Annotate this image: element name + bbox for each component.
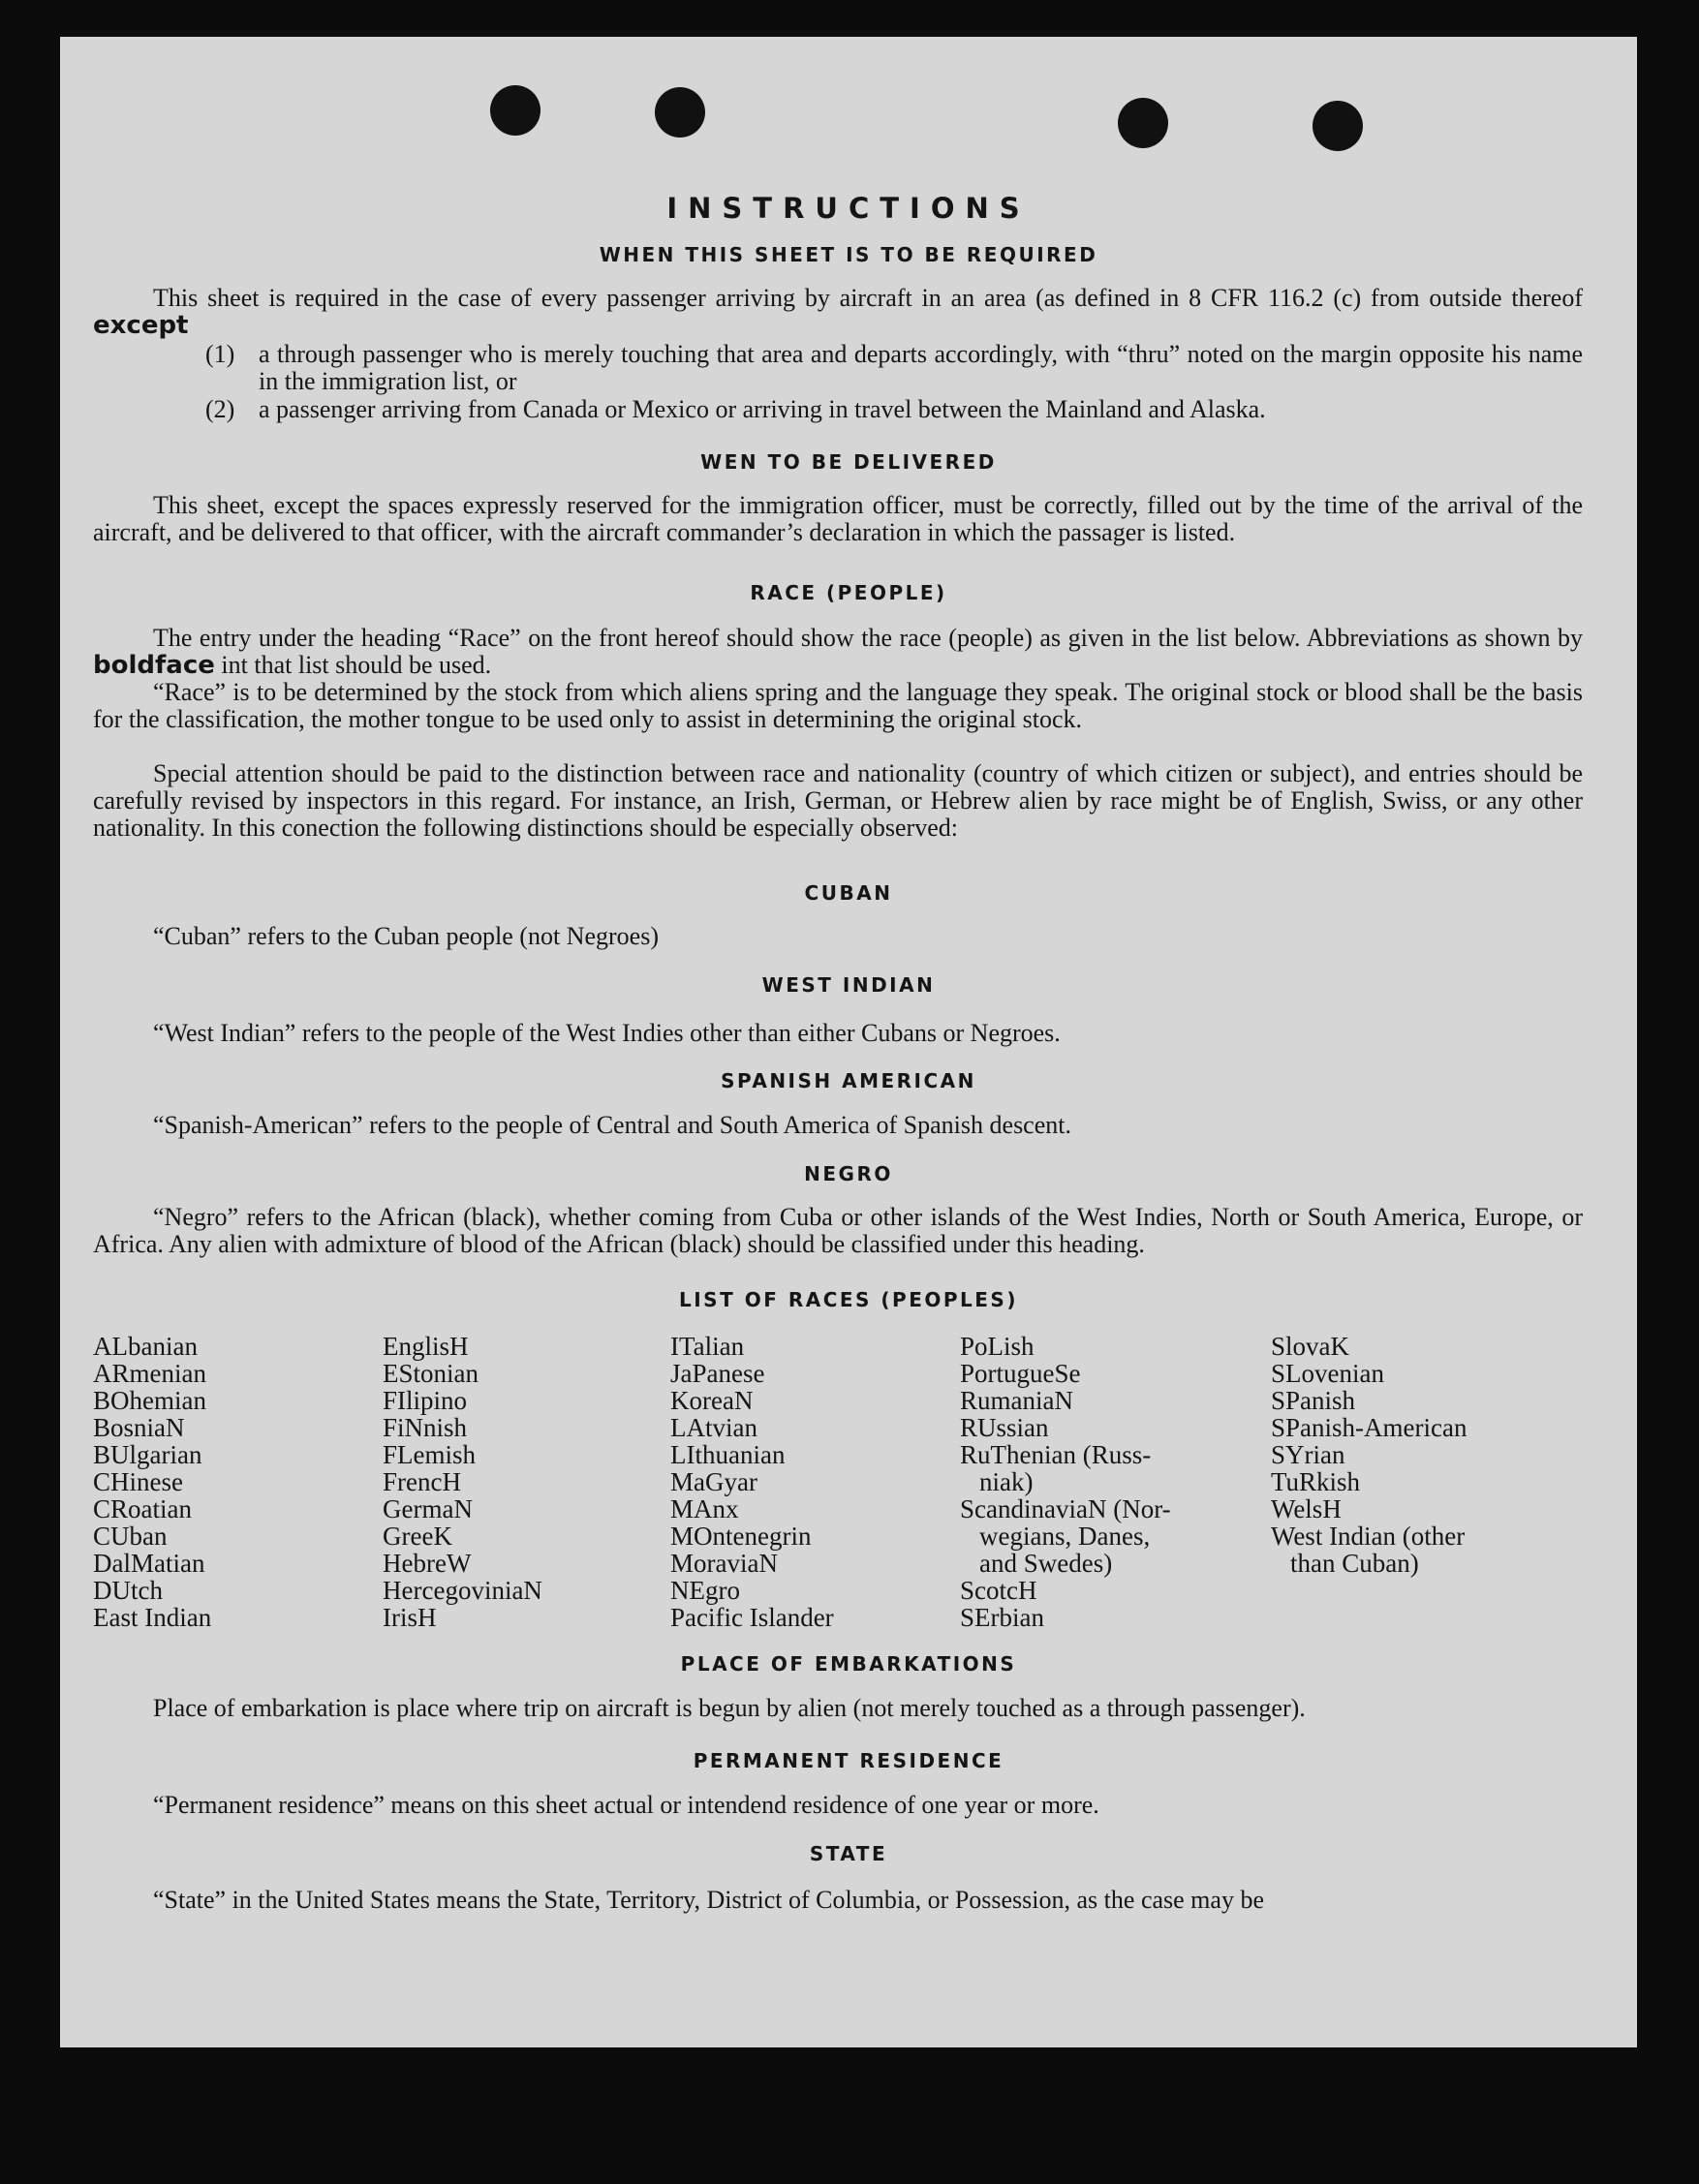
punch-hole xyxy=(1118,98,1168,148)
race-entry: WelsH xyxy=(1271,1494,1342,1523)
race-entry-continued: niak) xyxy=(979,1467,1034,1496)
paragraph-permanent-residence: “Permanent residence” means on this sheet actual or intendend residence of one year or more. xyxy=(153,1791,1099,1819)
heading-spanish-american: SPANISH AMERICAN xyxy=(721,1069,976,1092)
item-text: a through passenger who is merely touching that area and departs accordingly, with “thru” noted on the margin opposite his name in the immigration list, or xyxy=(259,340,1583,395)
race-entry: ScotcH xyxy=(960,1576,1037,1605)
race-entry: MaGyar xyxy=(670,1467,757,1496)
race-entry: SLovenian xyxy=(1271,1359,1384,1388)
races-column-2 xyxy=(383,1333,542,1631)
race-text: The entry under the heading “Race” on the front hereof should show the race (people) as given in the list below. Abbreviations as shown by xyxy=(153,624,1583,652)
item-number: (2) xyxy=(205,395,235,423)
race-entry: SPanish-American xyxy=(1271,1413,1467,1442)
except-word: except xyxy=(93,311,189,340)
race-entry: CRoatian xyxy=(93,1494,192,1523)
races-column-1 xyxy=(93,1333,211,1631)
race-entry: ARmenian xyxy=(93,1359,206,1388)
race-entry-continued: than Cuban) xyxy=(1290,1549,1419,1578)
race-entry: KoreaN xyxy=(670,1386,754,1415)
race-entry: EStonian xyxy=(383,1359,479,1388)
heading-list-of-races: LIST OF RACES (PEOPLES) xyxy=(679,1288,1018,1311)
race-entry: BUlgarian xyxy=(93,1440,202,1469)
race-entry: SErbian xyxy=(960,1603,1044,1632)
race-entry: SYrian xyxy=(1271,1440,1345,1469)
race-entry: FrencH xyxy=(383,1467,461,1496)
paragraph-spanish-american: “Spanish-American” refers to the people of Central and South America of Spanish descent. xyxy=(153,1111,1071,1139)
race-entry: East Indian xyxy=(93,1603,212,1632)
punch-hole xyxy=(490,85,541,136)
heading-race: RACE (PEOPLE) xyxy=(750,581,947,604)
race-entry: HebreW xyxy=(383,1549,472,1578)
page-title: INSTRUCTIONS xyxy=(666,192,1031,225)
race-entry: GreeK xyxy=(383,1522,452,1551)
race-entry: GermaN xyxy=(383,1494,473,1523)
race-entry: DalMatian xyxy=(93,1549,205,1578)
race-entry: NEgro xyxy=(670,1576,740,1605)
heading-west-indian: WEST INDIAN xyxy=(761,973,936,997)
paragraph-race-3: Special attention should be paid to the distinction between race and nationality (country of which citizen or subject), and entries should be carefully revised by inspectors in this regard. For instance, an Irish, German, or Hebrew alien by race might be of English, Swiss, or any other nationality. In this conection the following distinctions should be especially observed: xyxy=(93,759,1583,842)
punch-hole xyxy=(1313,101,1363,151)
race-entry: ScandinaviaN (Nor- xyxy=(960,1494,1171,1523)
when-required-text: This sheet is required in the case of every passenger arriving by aircraft in an area (as defined in 8 CFR 116.2 (c) from outside thereof xyxy=(153,284,1583,312)
instruction-sheet xyxy=(60,37,1637,2047)
race-entry: CHinese xyxy=(93,1467,183,1496)
race-entry: MAnx xyxy=(670,1494,739,1523)
race-entry: RUssian xyxy=(960,1413,1049,1442)
race-entry: LAtvian xyxy=(670,1413,757,1442)
race-entry: FLemish xyxy=(383,1440,477,1469)
race-entry: ITalian xyxy=(670,1332,745,1361)
paragraph-negro: “Negro” refers to the African (black), whether coming from Cuba or other islands of the West Indies, North or South America, Europe, or Africa. Any alien with admixture of blood of the African (black) should be classified under this heading. xyxy=(93,1203,1583,1258)
race-entry: RuThenian (Russ- xyxy=(960,1440,1152,1469)
race-entry: IrisH xyxy=(383,1603,437,1632)
races-column-3 xyxy=(670,1333,834,1631)
race-entry: West Indian (other xyxy=(1271,1522,1466,1551)
race-entry: CUban xyxy=(93,1522,168,1551)
races-column-4 xyxy=(960,1333,1171,1631)
race-entry: HercegoviniaN xyxy=(383,1576,542,1605)
boldface-word: boldface xyxy=(93,651,215,680)
item-number: (1) xyxy=(205,340,235,368)
heading-embarkation: PLACE OF EMBARKATIONS xyxy=(680,1652,1017,1676)
race-entry: PoLish xyxy=(960,1332,1035,1361)
heading-permanent-residence: PERMANENT RESIDENCE xyxy=(693,1749,1004,1772)
race-entry: SPanish xyxy=(1271,1386,1356,1415)
paragraph-delivered: This sheet, except the spaces expressly reserved for the immigration officer, must be correctly, filled out by the time of the arrival of the aircraft, and be delivered to that officer, with the aircraft commander’s declaration in which the passager is listed. xyxy=(93,491,1583,546)
race-entry: SlovaK xyxy=(1271,1332,1349,1361)
race-entry: FIlipino xyxy=(383,1386,468,1415)
heading-state: STATE xyxy=(809,1842,888,1865)
heading-negro: NEGRO xyxy=(804,1162,893,1185)
exception-item-2 xyxy=(205,396,1583,423)
race-entry-continued: wegians, Danes, xyxy=(979,1522,1151,1551)
paragraph-when-required xyxy=(93,285,1583,339)
paragraph-race-2: “Race” is to be determined by the stock from which aliens spring and the language they speak. The original stock or blood shall be the basis for the classification, the mother tongue to be used only to assist in determining the original stock. xyxy=(93,678,1583,733)
race-text: int that list should be used. xyxy=(221,651,492,679)
race-entry: MOntenegrin xyxy=(670,1522,812,1551)
exception-item-1 xyxy=(205,341,1583,395)
punch-hole xyxy=(655,87,705,138)
race-entry: PortugueSe xyxy=(960,1359,1081,1388)
paragraph-race-1 xyxy=(93,625,1583,679)
heading-cuban: CUBAN xyxy=(804,881,893,905)
race-entry: EnglisH xyxy=(383,1332,469,1361)
race-entry: FiNnish xyxy=(383,1413,468,1442)
race-entry: TuRkish xyxy=(1271,1467,1361,1496)
race-entry: DUtch xyxy=(93,1576,163,1605)
race-entry: MoraviaN xyxy=(670,1549,778,1578)
race-entry-continued: and Swedes) xyxy=(979,1549,1113,1578)
race-entry: LIthuanian xyxy=(670,1440,786,1469)
race-entry: RumaniaN xyxy=(960,1386,1073,1415)
race-entry: JaPanese xyxy=(670,1359,765,1388)
heading-delivered: WEN TO BE DELIVERED xyxy=(700,450,997,474)
race-entry: BOhemian xyxy=(93,1386,206,1415)
paragraph-embarkation: Place of embarkation is place where trip on aircraft is begun by alien (not merely touched as a through passenger). xyxy=(153,1694,1306,1722)
races-column-5 xyxy=(1271,1333,1467,1577)
race-entry: Pacific Islander xyxy=(670,1603,834,1632)
paragraph-cuban: “Cuban” refers to the Cuban people (not Negroes) xyxy=(153,922,659,950)
heading-when-required: WHEN THIS SHEET IS TO BE REQUIRED xyxy=(599,243,1098,266)
paragraph-west-indian: “West Indian” refers to the people of the West Indies other than either Cubans or Negroes. xyxy=(153,1019,1061,1047)
race-entry: BosniaN xyxy=(93,1413,185,1442)
race-entry: ALbanian xyxy=(93,1332,198,1361)
item-text: a passenger arriving from Canada or Mexico or arriving in travel between the Mainland and Alaska. xyxy=(259,395,1266,423)
paragraph-state: “State” in the United States means the State, Territory, District of Columbia, or Possession, as the case may be xyxy=(153,1886,1264,1914)
